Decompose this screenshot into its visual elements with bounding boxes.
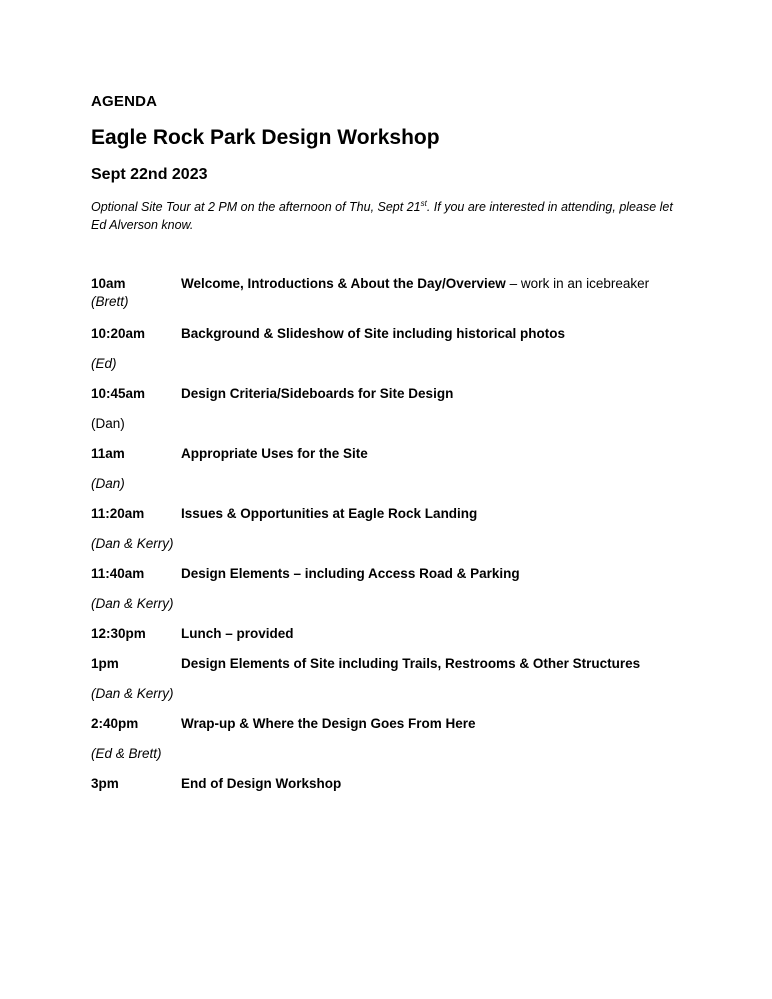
agenda-title: Design Criteria/Sideboards for Site Design [181, 386, 454, 401]
agenda-description [181, 775, 341, 793]
note-superscript: st [420, 198, 427, 208]
agenda-title: Background & Slideshow of Site including historical photos [181, 326, 566, 341]
agenda-description [181, 505, 477, 523]
agenda-time: 10am [91, 276, 126, 291]
agenda-presenter: (Ed) [91, 356, 117, 371]
agenda-description [181, 445, 368, 463]
agenda-time: 12:30pm [91, 626, 146, 641]
agenda-description [181, 275, 649, 293]
note-text-continued: . If you are interested in attending, please let Ed Alverson know. [91, 200, 673, 232]
agenda-title: Design Elements – including Access Road & Parking [181, 566, 520, 581]
page-title: Eagle Rock Park Design Workshop [91, 126, 440, 149]
agenda-title: Welcome, Introductions & About the Day/Overview [181, 276, 506, 291]
agenda-description [181, 565, 520, 583]
agenda-label: AGENDA [91, 93, 158, 110]
site-tour-note [91, 198, 681, 234]
agenda-title: Design Elements of Site including Trails, Restrooms & Other Structures [181, 656, 641, 671]
agenda-time: 11am [91, 446, 125, 461]
agenda-presenter: (Dan & Kerry) [91, 686, 174, 701]
agenda-description [181, 715, 476, 733]
agenda-title: Lunch – provided [181, 626, 294, 641]
agenda-presenter: (Dan) [91, 416, 125, 431]
agenda-title: Appropriate Uses for the Site [181, 446, 368, 461]
agenda-presenter: (Dan) [91, 476, 125, 491]
agenda-title: Wrap-up & Where the Design Goes From Here [181, 716, 476, 731]
agenda-time: 11:40am [91, 566, 145, 581]
event-date: Sept 22nd 2023 [91, 166, 208, 183]
agenda-title: End of Design Workshop [181, 776, 342, 791]
agenda-presenter: (Dan & Kerry) [91, 596, 174, 611]
agenda-time: 10:20am [91, 326, 146, 341]
agenda-presenter: (Dan & Kerry) [91, 536, 174, 551]
agenda-time: 2:40pm [91, 716, 139, 731]
note-text: Optional Site Tour at 2 PM on the afternoon of Thu, Sept 21 [91, 200, 421, 214]
agenda-time: 1pm [91, 656, 119, 671]
agenda-time: 10:45am [91, 386, 146, 401]
agenda-extra: – work in an icebreaker [505, 276, 650, 291]
agenda-title: Issues & Opportunities at Eagle Rock Landing [181, 506, 478, 521]
agenda-presenter: (Brett) [91, 294, 129, 309]
agenda-description [181, 655, 640, 673]
agenda-presenter: (Ed & Brett) [91, 746, 162, 761]
agenda-time: 3pm [91, 776, 119, 791]
agenda-description [181, 325, 565, 343]
agenda-time: 11:20am [91, 506, 145, 521]
agenda-description [181, 625, 294, 643]
agenda-description [181, 385, 453, 403]
